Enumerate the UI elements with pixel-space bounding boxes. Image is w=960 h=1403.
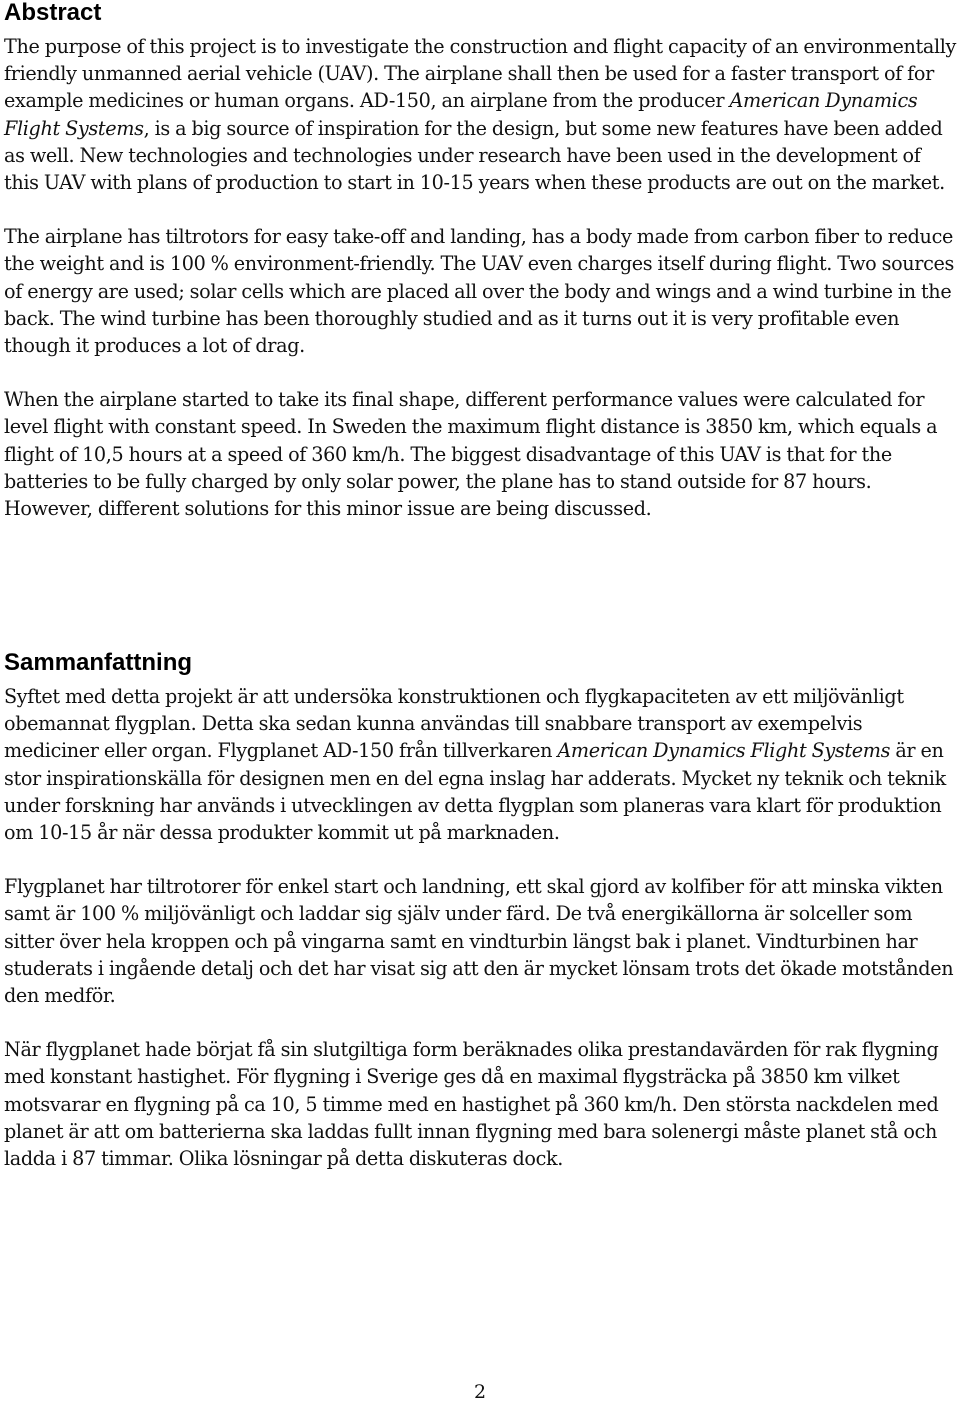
abstract-paragraph-2: The airplane has tiltrotors for easy take-off and landing, has a body made from carbon fiber to reduce the weight and is 100 % environment-friendly. The UAV even charges itself during flight. Two sources of energy are used; solar cells which are placed all over the body and wings and a wind turbine in the back. The wind turbine has been thoroughly studied and as it turns out it is very profitable even though it produces a lot of drag. xyxy=(4,225,955,358)
abstract-paragraph-1-text-start: The purpose of this project is to investigate the construction and flight capacity of an environmentally friendly unmanned aerial vehicle (UAV). The airplane shall then be used for a faster transport of for example medicines or human organs. AD-150, an airplane from the producer xyxy=(4,35,957,113)
sammanfattning-paragraph-1-text-start: Syftet med detta projekt är att undersöka konstruktionen och flygkapaciteten av ett miljövänligt obemannat flygplan. Detta ska sedan kunna användas till snabbare transport av exempelvis mediciner eller organ. Flygplanet AD-150 från tillverkaren xyxy=(4,685,904,763)
sammanfattning-paragraph-1 xyxy=(4,683,958,846)
sammanfattning-paragraph-1-text-end: är en stor inspirationskälla för designen men en del egna inslag har adderats. Mycket ny teknik och teknik under forskning har används i utvecklingen av detta flygplan som planeras vara klart för produktion om 10-15 år när dessa produkter kommit ut på marknaden. xyxy=(4,739,946,845)
page-number: 2 xyxy=(473,1381,487,1403)
abstract-section xyxy=(4,0,958,549)
abstract-paragraph-1-text-end: , is a big source of inspiration for the design, but some new features have been added as well. New technologies and technologies under research have been used in the development of this UAV with plans of production to start in 10-15 years when these products are out on the market. xyxy=(4,116,945,195)
abstract-company-name: American Dynamics Flight Systems xyxy=(4,89,918,140)
sammanfattning-company-name: American Dynamics Flight Systems xyxy=(557,739,891,763)
abstract-heading: Abstract xyxy=(4,0,102,26)
sammanfattning-heading: Sammanfattning xyxy=(4,649,193,676)
abstract-paragraph-1 xyxy=(4,33,958,196)
sammanfattning-paragraph-2: Flygplanet har tiltrotorer för enkel start och landning, ett skal gjord av kolfiber för att minska vikten samt är 100 % miljövänligt och laddar sig själv under färd. De två energikällorna är solceller som sitter över hela kroppen och på vingarna samt en vindturbin längst bak i planet. Vindturbinen har studerats i ingående detalj och det har visat sig att den är mycket lönsam trots det ökade motstånden den medför. xyxy=(4,875,954,1008)
sammanfattning-paragraph-3: När flygplanet hade börjat få sin slutgiltiga form beräknades olika prestandavärden för rak flygning med konstant hastighet. För flygning i Sverige ges då en maximal flygsträcka på 3850 km vilket motsvarar en flygning på ca 10, 5 timme med en hastighet på 360 km/h. Den största nackdelen med planet är att om batterierna ska laddas fullt innan flygning med bara solenergi måste planet stå och ladda i 87 timmar. Olika lösningar på detta diskuteras dock. xyxy=(4,1038,939,1171)
sammanfattning-section xyxy=(4,650,958,1199)
abstract-paragraph-3: When the airplane started to take its final shape, different performance values were calculated for level flight with constant speed. In Sweden the maximum flight distance is 3850 km, which equals a flight of 10,5 hours at a speed of 360 km/h. The biggest disadvantage of this UAV is that for the batteries to be fully charged by only solar power, the plane has to stand outside for 87 hours. However, different solutions for this minor issue are being discussed. xyxy=(4,388,938,521)
